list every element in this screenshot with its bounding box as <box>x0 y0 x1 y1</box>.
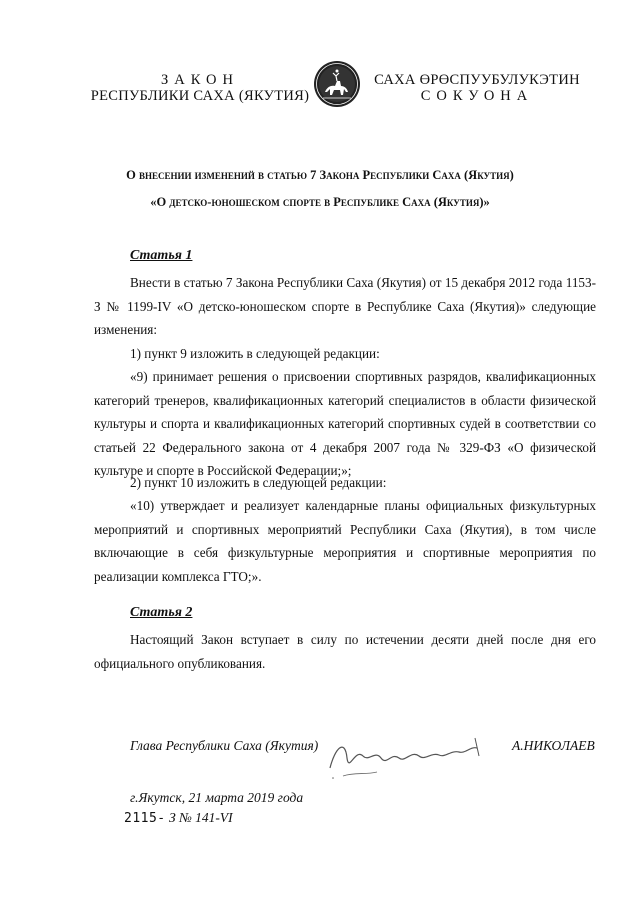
registration-number-prefix: 2115- <box>124 811 166 826</box>
header-right <box>362 72 592 104</box>
header-left <box>86 72 314 104</box>
article-2-heading: Статья 2 <box>130 605 193 620</box>
registration-number <box>124 810 233 826</box>
signatory-title: Глава Республики Саха (Якутия) <box>130 738 319 753</box>
handwritten-signature-icon <box>325 728 495 783</box>
article-2-paragraph: Настоящий Закон вступает в силу по истечении десяти дней после дня его официального опубликования. <box>94 632 596 671</box>
header-left-line1: ЗАКОН <box>161 72 239 88</box>
header-right-line2: СОКУОНА <box>420 88 534 104</box>
signatory-name: А.НИКОЛАЕВ <box>512 738 595 753</box>
article-1-paragraph-point9: «9) принимает решения о присвоении спортивных разрядов, квалификационных категорий тренеров, квалификационных категорий специалистов в области физической культуры и спорта и квалификационных категорий спортивных судей в соответствии со статьей 22 Федерального закона от 4 декабря 2007 года № 329-ФЗ «О физической культуре и спорте в Российской Федерации;»; <box>94 369 596 478</box>
title-line1: О внесении изменений в статью 7 Закона Республики Саха (Якутия) <box>126 168 514 182</box>
law-number: З № 141-VI <box>169 810 233 825</box>
article-1-paragraph-item1: 1) пункт 9 изложить в следующей редакции: <box>130 346 380 361</box>
article-1-paragraph-intro: Внести в статью 7 Закона Республики Саха (Якутия) от 15 декабря 2012 года 1153-З № 1199-IV «О детско-юношеском спорте в Республике Саха (Якутия)» следующие изменения: <box>94 275 596 337</box>
document-title <box>60 162 580 216</box>
article-1-heading: Статья 1 <box>130 248 193 263</box>
header-right-line1: САХА ӨРӨСПУУБУЛУКЭТИН <box>374 72 580 88</box>
place-and-date: г.Якутск, 21 марта 2019 года <box>130 790 304 805</box>
article-1-paragraph-item2: 2) пункт 10 изложить в следующей редакции: <box>130 475 387 490</box>
article-1-paragraph-point10: «10) утверждает и реализует календарные планы официальных физкультурных мероприятий и спортивных мероприятий Республики Саха (Якутия), в том числе включающие в себя физкультурные мероприятия и спортивные мероприятия по реализации комплекса ГТО;». <box>94 498 596 584</box>
title-line2: «О детско-юношеском спорте в Республике Саха (Якутия)» <box>150 195 490 209</box>
header-left-line2: РЕСПУБЛИКИ САХА (ЯКУТИЯ) <box>90 88 310 104</box>
coat-of-arms-emblem-icon <box>313 60 361 108</box>
